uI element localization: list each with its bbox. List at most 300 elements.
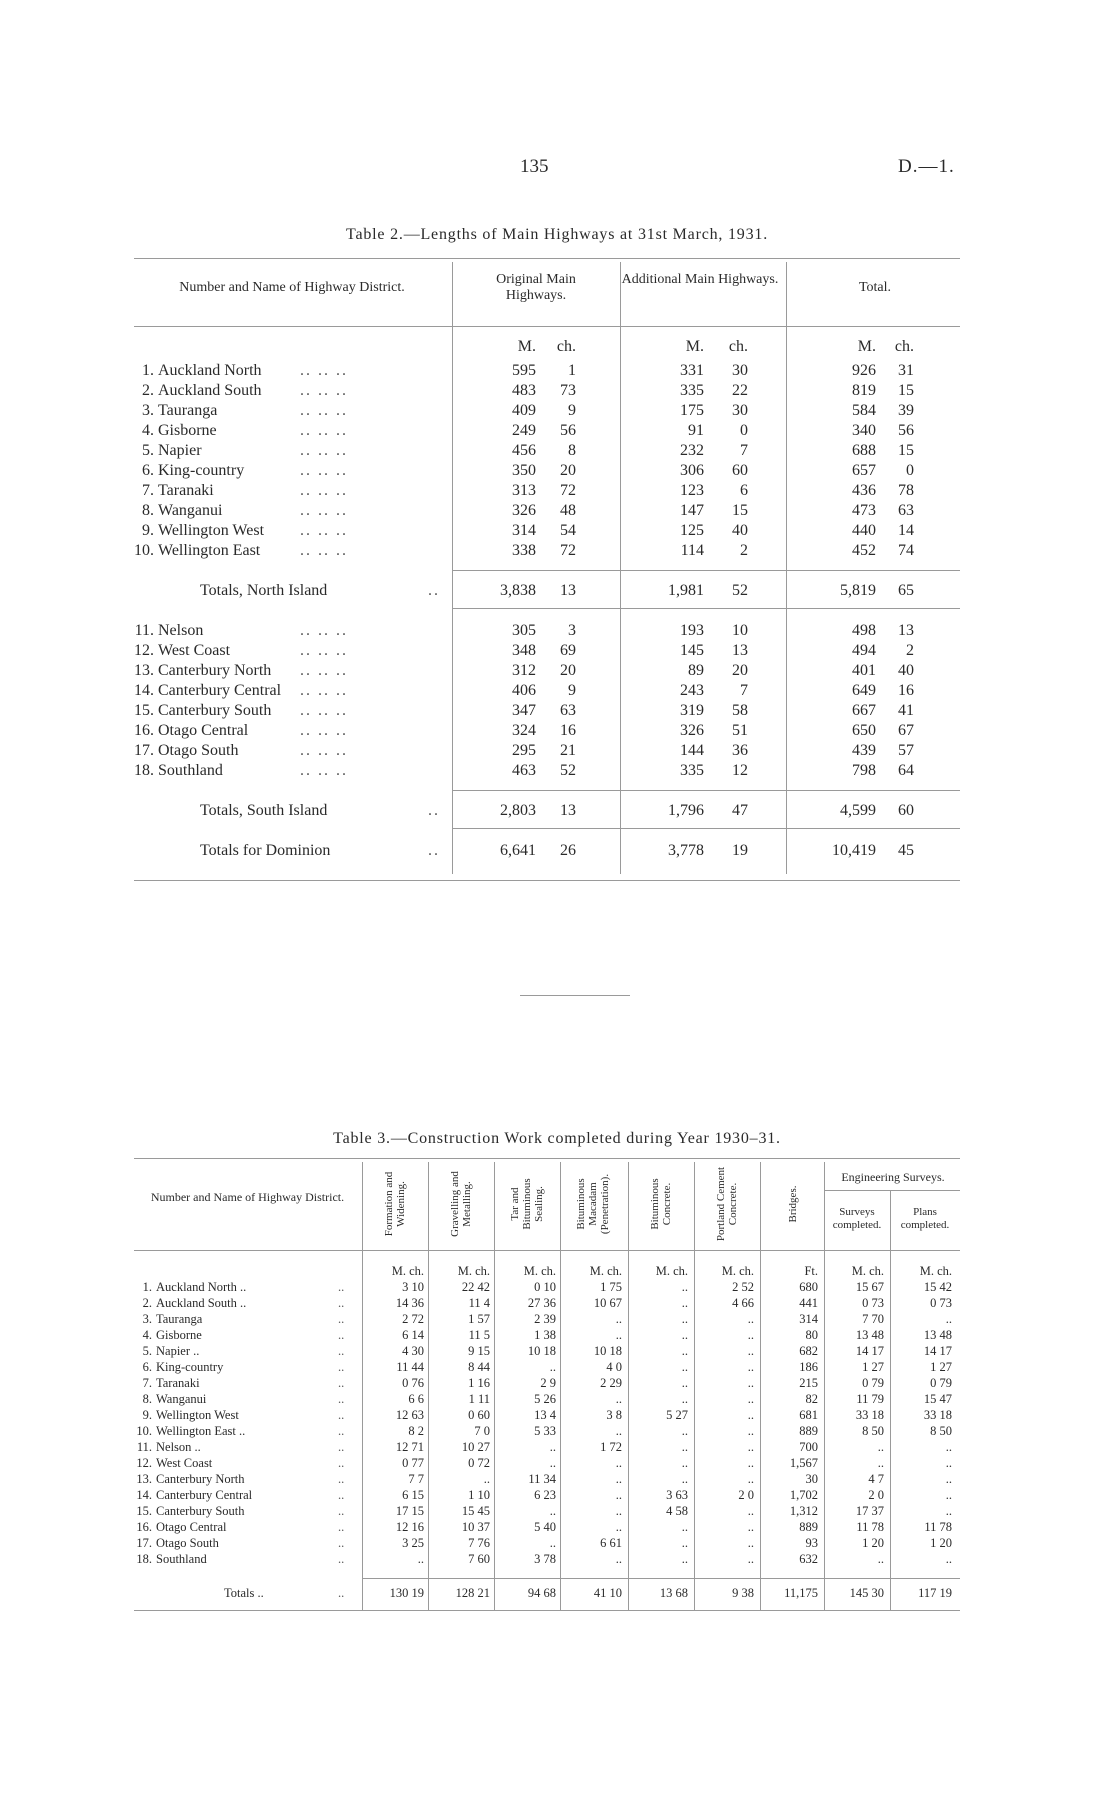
value-cell: 483 — [512, 382, 536, 399]
district-name: Napier — [158, 442, 202, 459]
district-name: Nelson — [158, 622, 204, 639]
value-cell: 6 14 — [402, 1328, 424, 1342]
unit-label: M. ch. — [589, 1264, 622, 1278]
value-cell: 78 — [898, 482, 914, 499]
value-cell: 15 — [898, 442, 914, 459]
value-cell: 0 — [740, 422, 748, 439]
table3-title: Table 3.—Construction Work completed during Year 1930–31. — [333, 1130, 781, 1147]
value-cell: .. — [681, 1456, 688, 1470]
district-name: Tauranga — [158, 402, 218, 419]
row-number: 7. — [142, 1376, 152, 1390]
district-name: Wellington East — [158, 542, 261, 559]
total-cell: 41 10 — [593, 1586, 622, 1600]
row-number: 8. — [142, 1392, 152, 1406]
value-cell: 401 — [852, 662, 876, 679]
total-cell: 60 — [898, 802, 914, 819]
value-cell: 82 — [805, 1392, 818, 1406]
value-cell: 7 70 — [862, 1312, 884, 1326]
leader-dots: .. — [338, 1280, 345, 1294]
value-cell: 331 — [680, 362, 704, 379]
table3-header-gravelling: Gravelling and Metalling. — [449, 1171, 473, 1237]
table3-header-bridges: Bridges. — [787, 1185, 799, 1223]
table3-col-divider — [428, 1162, 429, 1610]
table3-header-district: Number and Name of Highway District. — [150, 1190, 345, 1204]
value-cell: 51 — [732, 722, 748, 739]
district-name: Canterbury North — [158, 662, 272, 679]
leader-dots: .. — [338, 1376, 345, 1390]
table3-header-engineering: Engineering Surveys. — [841, 1170, 945, 1184]
row-number: 16. — [134, 722, 154, 739]
table2-header-rule — [134, 326, 960, 327]
value-cell: 10 67 — [593, 1296, 622, 1310]
value-cell: 595 — [512, 362, 536, 379]
value-cell: 632 — [799, 1552, 818, 1566]
row-number: 9. — [142, 522, 154, 539]
district-name: West Coast — [158, 642, 231, 659]
district-name: Auckland North .. — [156, 1280, 247, 1294]
table3-header-macadam: Bituminous Macadam (Penetration). — [575, 1173, 611, 1235]
value-cell: 12 16 — [395, 1520, 424, 1534]
value-cell: 249 — [512, 422, 536, 439]
table2-bottom-rule — [134, 880, 960, 881]
value-cell: 494 — [852, 642, 876, 659]
value-cell: .. — [615, 1456, 622, 1470]
totals-label: Totals .. — [224, 1586, 264, 1600]
value-cell: 40 — [898, 662, 914, 679]
value-cell: 93 — [805, 1536, 818, 1550]
value-cell: 584 — [852, 402, 876, 419]
leader-dots: .. .. .. — [300, 362, 348, 379]
value-cell: .. — [747, 1520, 754, 1534]
value-cell: 15 45 — [461, 1504, 490, 1518]
row-number: 12. — [136, 1456, 152, 1470]
table3-engineering-rule — [824, 1190, 960, 1191]
value-cell: 72 — [560, 482, 576, 499]
table3-header-macadam-wrap — [563, 1160, 623, 1248]
value-cell: .. — [681, 1440, 688, 1454]
value-cell: 440 — [852, 522, 876, 539]
district-name: Auckland South — [158, 382, 262, 399]
value-cell: 2 9 — [540, 1376, 556, 1390]
leader-dots: .. — [338, 1488, 345, 1502]
district-name: Auckland South .. — [156, 1296, 247, 1310]
value-cell: 125 — [680, 522, 704, 539]
value-cell: 20 — [732, 662, 748, 679]
value-cell: 1,702 — [789, 1488, 818, 1502]
row-number: 15. — [134, 702, 154, 719]
value-cell: 20 — [560, 662, 576, 679]
value-cell: 22 — [732, 382, 748, 399]
table3-header-formation-wrap — [365, 1160, 425, 1248]
value-cell: 314 — [512, 522, 536, 539]
value-cell: 324 — [512, 722, 536, 739]
table2-col-divider — [452, 262, 453, 874]
value-cell: 13 48 — [923, 1328, 952, 1342]
total-cell: 1,981 — [668, 582, 704, 599]
table2-col-divider — [786, 262, 787, 874]
leader-dots: .. .. .. — [300, 662, 348, 679]
value-cell: .. — [615, 1392, 622, 1406]
total-cell: 128 21 — [455, 1586, 490, 1600]
row-number: 9. — [142, 1408, 152, 1422]
value-cell: 0 79 — [862, 1376, 884, 1390]
value-cell: 681 — [799, 1408, 818, 1422]
value-cell: 64 — [898, 762, 914, 779]
value-cell: .. — [549, 1536, 556, 1550]
total-cell: 6,641 — [500, 842, 536, 859]
leader-dots: .. — [338, 1312, 345, 1326]
value-cell: 40 — [732, 522, 748, 539]
leader-dots: .. — [338, 1424, 345, 1438]
value-cell: .. — [615, 1424, 622, 1438]
row-number: 11. — [134, 622, 154, 639]
value-cell: .. — [945, 1312, 952, 1326]
leader-dots: .. .. .. — [300, 642, 348, 659]
value-cell: 2 — [740, 542, 748, 559]
value-cell: 193 — [680, 622, 704, 639]
totals-rule — [362, 1578, 960, 1579]
row-number: 10. — [134, 542, 154, 559]
row-number: 3. — [142, 402, 154, 419]
value-cell: 335 — [680, 382, 704, 399]
leader-dots: .. .. .. — [300, 682, 348, 699]
row-number: 3. — [142, 1312, 152, 1326]
value-cell: .. — [747, 1472, 754, 1486]
value-cell: 12 63 — [395, 1408, 424, 1422]
total-cell: 5,819 — [840, 582, 876, 599]
value-cell: 1,312 — [789, 1504, 818, 1518]
value-cell: 22 42 — [461, 1280, 490, 1294]
value-cell: 0 73 — [930, 1296, 952, 1310]
value-cell: 145 — [680, 642, 704, 659]
total-cell: 45 — [898, 842, 914, 859]
leader-dots: .. .. .. — [300, 402, 348, 419]
value-cell: 1 57 — [468, 1312, 490, 1326]
value-cell: .. — [877, 1456, 884, 1470]
value-cell: .. — [615, 1328, 622, 1342]
district-name: Canterbury South — [158, 702, 272, 719]
leader-dots: .. .. .. — [300, 482, 348, 499]
value-cell: .. — [747, 1440, 754, 1454]
unit-label: M. — [857, 338, 876, 355]
leader-dots: .. — [338, 1344, 345, 1358]
leader-dots: .. — [338, 1440, 345, 1454]
value-cell: .. — [747, 1504, 754, 1518]
district-name: Canterbury Central — [158, 682, 282, 699]
value-cell: .. — [681, 1280, 688, 1294]
row-number: 5. — [142, 1344, 152, 1358]
value-cell: 5 33 — [534, 1424, 556, 1438]
row-number: 4. — [142, 422, 154, 439]
total-cell: 3,838 — [500, 582, 536, 599]
value-cell: 215 — [799, 1376, 818, 1390]
leader-dots: .. — [338, 1586, 345, 1600]
value-cell: 5 26 — [534, 1392, 556, 1406]
value-cell: 1 16 — [468, 1376, 490, 1390]
value-cell: 340 — [852, 422, 876, 439]
leader-dots: .. — [338, 1552, 345, 1566]
value-cell: 20 — [560, 462, 576, 479]
page-number: 135 — [520, 156, 549, 177]
table3-bottom-rule — [134, 1610, 960, 1611]
value-cell: 11 44 — [396, 1360, 424, 1374]
unit-label: Ft. — [804, 1264, 818, 1278]
value-cell: 13 — [898, 622, 914, 639]
district-name: Southland — [158, 762, 223, 779]
value-cell: 14 17 — [923, 1344, 952, 1358]
table3-col-divider — [560, 1162, 561, 1610]
value-cell: 80 — [805, 1328, 818, 1342]
district-name: Tauranga — [156, 1312, 203, 1326]
total-cell: 13 — [560, 802, 576, 819]
value-cell: 350 — [512, 462, 536, 479]
value-cell: 2 29 — [600, 1376, 622, 1390]
value-cell: 11 4 — [468, 1296, 490, 1310]
value-cell: 335 — [680, 762, 704, 779]
value-cell: 409 — [512, 402, 536, 419]
value-cell: 700 — [799, 1440, 818, 1454]
value-cell: .. — [549, 1504, 556, 1518]
value-cell: 667 — [852, 702, 876, 719]
value-cell: 2 — [906, 642, 914, 659]
value-cell: 0 76 — [402, 1376, 424, 1390]
value-cell: 13 — [732, 642, 748, 659]
value-cell: 52 — [560, 762, 576, 779]
leader-dots: .. .. .. — [300, 422, 348, 439]
value-cell: 649 — [852, 682, 876, 699]
row-number: 7. — [142, 482, 154, 499]
value-cell: 144 — [680, 742, 704, 759]
row-number: 6. — [142, 462, 154, 479]
value-cell: .. — [615, 1504, 622, 1518]
value-cell: 3 63 — [666, 1488, 688, 1502]
district-name: Napier .. — [156, 1344, 200, 1358]
table3-col-divider — [890, 1190, 891, 1610]
value-cell: .. — [945, 1504, 952, 1518]
value-cell: .. — [747, 1376, 754, 1390]
value-cell: .. — [681, 1520, 688, 1534]
value-cell: 8 50 — [930, 1424, 952, 1438]
row-number: 18. — [136, 1552, 152, 1566]
value-cell: 11 78 — [856, 1520, 884, 1534]
row-number: 6. — [142, 1360, 152, 1374]
total-cell: 2,803 — [500, 802, 536, 819]
value-cell: 1 — [568, 362, 576, 379]
total-cell: 3,778 — [668, 842, 704, 859]
unit-label: M. ch. — [391, 1264, 424, 1278]
value-cell: 3 25 — [402, 1536, 424, 1550]
value-cell: .. — [945, 1488, 952, 1502]
totals-label: Totals, North Island — [200, 582, 328, 599]
value-cell: 8 — [568, 442, 576, 459]
unit-label: ch. — [728, 338, 748, 355]
value-cell: 1 10 — [468, 1488, 490, 1502]
value-cell: 30 — [805, 1472, 818, 1486]
value-cell: 456 — [512, 442, 536, 459]
district-name: Otago South — [158, 742, 239, 759]
value-cell: .. — [681, 1296, 688, 1310]
value-cell: .. — [681, 1376, 688, 1390]
value-cell: 4 0 — [606, 1360, 622, 1374]
row-number: 17. — [134, 742, 154, 759]
value-cell: .. — [681, 1328, 688, 1342]
value-cell: 6 — [740, 482, 748, 499]
value-cell: .. — [747, 1360, 754, 1374]
value-cell: 3 8 — [606, 1408, 622, 1422]
value-cell: 889 — [799, 1520, 818, 1534]
value-cell: 186 — [799, 1360, 818, 1374]
value-cell: 1 20 — [930, 1536, 952, 1550]
value-cell: 2 72 — [402, 1312, 424, 1326]
value-cell: .. — [681, 1344, 688, 1358]
table3-header-tar: Tar and Bituminous Sealing. — [509, 1178, 545, 1230]
district-name: Wanganui — [158, 502, 223, 519]
row-number: 18. — [134, 762, 154, 779]
value-cell: .. — [747, 1328, 754, 1342]
value-cell: 74 — [898, 542, 914, 559]
row-number: 1. — [142, 362, 154, 379]
row-number: 17. — [136, 1536, 152, 1550]
value-cell: 89 — [688, 662, 704, 679]
value-cell: 33 18 — [923, 1408, 952, 1422]
value-cell: 0 77 — [402, 1456, 424, 1470]
district-name: Wellington West — [156, 1408, 239, 1422]
value-cell: 7 76 — [468, 1536, 490, 1550]
value-cell: 13 48 — [855, 1328, 884, 1342]
subtotal-rule — [452, 608, 960, 609]
row-number: 2. — [142, 1296, 152, 1310]
total-cell: 13 — [560, 582, 576, 599]
value-cell: 0 60 — [468, 1408, 490, 1422]
total-cell: 1,796 — [668, 802, 704, 819]
table3-header-tar-wrap — [497, 1160, 557, 1248]
table3-header-bridges-wrap — [763, 1160, 823, 1248]
value-cell: 313 — [512, 482, 536, 499]
value-cell: 0 10 — [534, 1280, 556, 1294]
district-name: Otago Central — [156, 1520, 227, 1534]
district-name: Gisborne — [156, 1328, 202, 1342]
value-cell: 314 — [799, 1312, 818, 1326]
table3-header-concrete-wrap — [631, 1160, 691, 1248]
value-cell: 10 18 — [527, 1344, 556, 1358]
value-cell: 48 — [560, 502, 576, 519]
value-cell: 889 — [799, 1424, 818, 1438]
unit-label: M. ch. — [655, 1264, 688, 1278]
value-cell: 452 — [852, 542, 876, 559]
value-cell: 473 — [852, 502, 876, 519]
value-cell: 9 — [568, 402, 576, 419]
value-cell: 33 18 — [855, 1408, 884, 1422]
value-cell: .. — [877, 1552, 884, 1566]
leader-dots: .. .. .. — [300, 762, 348, 779]
row-number: 13. — [136, 1472, 152, 1486]
value-cell: 1 38 — [534, 1328, 556, 1342]
value-cell: 147 — [680, 502, 704, 519]
total-cell: 19 — [732, 842, 748, 859]
value-cell: 306 — [680, 462, 704, 479]
leader-dots: .. .. .. — [300, 382, 348, 399]
value-cell: 441 — [799, 1296, 818, 1310]
leader-dots: .. .. .. — [300, 722, 348, 739]
value-cell: 8 50 — [862, 1424, 884, 1438]
value-cell: 0 79 — [930, 1376, 952, 1390]
row-number: 12. — [134, 642, 154, 659]
table3-header-formation: Formation and Widening. — [383, 1171, 407, 1237]
value-cell: 114 — [680, 542, 704, 559]
value-cell: 123 — [680, 482, 704, 499]
totals-label: Totals for Dominion — [200, 842, 331, 859]
value-cell: 27 36 — [527, 1296, 556, 1310]
value-cell: 14 17 — [855, 1344, 884, 1358]
value-cell: 348 — [512, 642, 536, 659]
value-cell: .. — [681, 1312, 688, 1326]
value-cell: 30 — [732, 402, 748, 419]
value-cell: 175 — [680, 402, 704, 419]
table3-col-divider — [494, 1162, 495, 1610]
district-name: Taranaki — [156, 1376, 200, 1390]
value-cell: .. — [615, 1520, 622, 1534]
value-cell: .. — [681, 1552, 688, 1566]
value-cell: 9 — [568, 682, 576, 699]
total-cell: 94 68 — [527, 1586, 556, 1600]
district-name: Otago Central — [158, 722, 249, 739]
value-cell: 14 36 — [395, 1296, 424, 1310]
value-cell: 57 — [898, 742, 914, 759]
value-cell: 7 — [740, 442, 748, 459]
table3-header-surveys: Surveys completed. — [832, 1206, 882, 1231]
table3-header-portland: Portland Cement Concrete. — [715, 1166, 739, 1242]
value-cell: 12 — [732, 762, 748, 779]
leader-dots: .. — [338, 1296, 345, 1310]
leader-dots: .. .. .. — [300, 502, 348, 519]
value-cell: 12 71 — [395, 1440, 424, 1454]
table3-header-gravelling-wrap — [431, 1160, 491, 1248]
leader-dots: .. .. .. — [300, 462, 348, 479]
subtotal-rule — [452, 790, 960, 791]
leader-dots: .. — [338, 1392, 345, 1406]
row-number: 2. — [142, 382, 154, 399]
district-name: Southland — [156, 1552, 207, 1566]
value-cell: 67 — [898, 722, 914, 739]
row-number: 13. — [134, 662, 154, 679]
value-cell: 36 — [732, 742, 748, 759]
leader-dots: .. .. .. — [300, 542, 348, 559]
value-cell: 319 — [680, 702, 704, 719]
value-cell: 5 27 — [666, 1408, 688, 1422]
value-cell: 1 27 — [862, 1360, 884, 1374]
value-cell: .. — [747, 1536, 754, 1550]
leader-dots: .. — [428, 842, 440, 859]
value-cell: 11 5 — [468, 1328, 490, 1342]
value-cell: 2 39 — [534, 1312, 556, 1326]
district-name: Wellington West — [158, 522, 265, 539]
total-cell: 9 38 — [732, 1586, 754, 1600]
value-cell: 31 — [898, 362, 914, 379]
total-cell: 13 68 — [659, 1586, 688, 1600]
value-cell: 7 0 — [474, 1424, 490, 1438]
value-cell: 13 4 — [534, 1408, 556, 1422]
unit-label: M. ch. — [919, 1264, 952, 1278]
value-cell: 15 67 — [855, 1280, 884, 1294]
value-cell: 4 66 — [732, 1296, 754, 1310]
value-cell: 7 7 — [408, 1472, 424, 1486]
value-cell: 463 — [512, 762, 536, 779]
value-cell: 69 — [560, 642, 576, 659]
value-cell: 1 72 — [600, 1440, 622, 1454]
subtotal-rule — [452, 828, 960, 829]
value-cell: 1 11 — [468, 1392, 490, 1406]
leader-dots: .. — [338, 1520, 345, 1534]
